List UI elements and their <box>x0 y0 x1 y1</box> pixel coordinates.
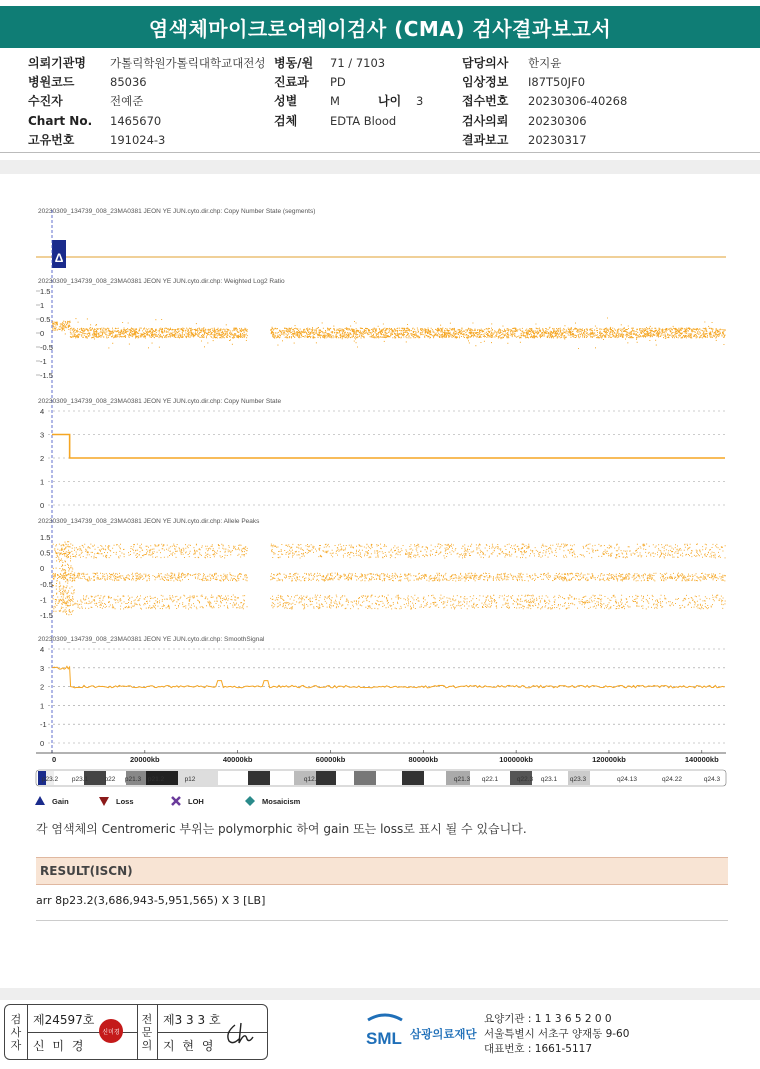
cma-chart <box>0 195 760 845</box>
smooth-tick-label: 0 <box>40 739 45 748</box>
info-value-v2b-2: 3 <box>416 94 424 108</box>
loh-legend-icon <box>172 797 180 805</box>
cn-tick-label: 0 <box>40 501 45 510</box>
info-label-k2-1: 진료과 <box>274 75 309 89</box>
cn-tick-label: 3 <box>40 430 45 440</box>
specialist-number: 제3 3 3 호 <box>163 1013 221 1027</box>
mosaicism-legend-icon <box>245 796 255 806</box>
panel-title-cn: 20230309_134739_008_23MA0381 JEON YE JUN.cyto.dir.chp: Copy Number State <box>38 398 282 405</box>
section-band <box>0 160 760 174</box>
legend-label: Loss <box>116 797 134 806</box>
loss-legend-icon <box>99 797 109 806</box>
x-tick-label: 80000kb <box>408 755 439 764</box>
info-value-v3-1: I87T50JF0 <box>528 75 586 89</box>
legend-label: Mosaicism <box>262 797 301 806</box>
ideogram-band <box>218 771 248 785</box>
cn-tick-label: 2 <box>40 454 45 463</box>
examiner-label: 검사자 <box>10 1013 22 1052</box>
allele-tick-label: 1.5 <box>40 533 51 542</box>
info-value-v3-2: 20230306-40268 <box>528 94 628 108</box>
logo-text: SML <box>366 1029 402 1048</box>
examiner-number: 제24597호 <box>33 1013 95 1027</box>
log2-tick-label: 1.5 <box>40 287 51 296</box>
result-heading: RESULT(ISCN) <box>36 857 728 885</box>
smooth-signal <box>52 666 725 687</box>
allele-tick-label: -1 <box>40 595 47 605</box>
ideogram-band <box>402 771 424 785</box>
band-label: q22.3 <box>516 776 534 783</box>
footer-band <box>0 988 760 1000</box>
band-label: q22.1 <box>481 776 499 783</box>
ideogram-band <box>270 771 294 785</box>
info-value-v1-1: 85036 <box>110 75 147 89</box>
info-label-k2-3: 검체 <box>274 114 298 128</box>
cn-signal <box>52 435 725 459</box>
band-label: q24.22 <box>662 776 682 783</box>
ideogram-band <box>376 771 402 785</box>
specialist-signature <box>223 1019 263 1049</box>
band-label: q24.13 <box>617 776 637 783</box>
band-label: q12.1 <box>303 776 321 783</box>
band-label: p21.3 <box>124 776 142 783</box>
log2-tick-label: 0 <box>40 329 45 338</box>
examiner-name: 신 미 경 <box>33 1039 86 1053</box>
info-value-v1-2: 전예준 <box>110 94 144 108</box>
info-label-k1-4: 고유번호 <box>28 133 75 147</box>
divider <box>36 920 728 921</box>
info-label-k1-1: 병원코드 <box>28 75 75 89</box>
info-label-k3-2: 접수번호 <box>462 94 509 108</box>
info-label-k2-2: 성별 <box>274 94 298 108</box>
info-label-k1-2: 수진자 <box>28 94 63 108</box>
patient-info <box>0 54 760 154</box>
lab-info <box>484 1012 629 1057</box>
lab-phone: 대표번호 : 1661-5117 <box>484 1043 593 1055</box>
lab-code: 요양기관 : 1 1 3 6 5 2 0 0 <box>484 1013 612 1025</box>
log2-tick-label: -1 <box>40 357 47 366</box>
info-value-v3-3: 20230306 <box>528 114 587 128</box>
info-value-v2-1: PD <box>330 75 346 89</box>
info-label-k2b-2: 나이 <box>378 94 402 108</box>
lab-address: 서울특별시 서초구 양재동 9-60 <box>484 1028 630 1040</box>
gain-triangle-icon: Δ <box>54 251 64 265</box>
ideogram-band <box>590 771 618 785</box>
info-value-v3-4: 20230317 <box>528 133 587 147</box>
panel-title-smooth: 20230309_134739_008_23MA0381 JEON YE JUN.cyto.dir.chp: SmoothSignal <box>38 636 265 643</box>
allele-gain-signal <box>53 542 76 615</box>
panel-title-allele: 20230309_134739_008_23MA0381 JEON YE JUN.cyto.dir.chp: Allele Peaks <box>38 518 260 525</box>
signature-box <box>4 1004 268 1060</box>
band-label: q24.3 <box>703 776 721 783</box>
band-label: p12 <box>184 776 196 783</box>
smooth-tick-label: -1 <box>40 720 47 730</box>
cn-tick-label: 4 <box>40 407 45 416</box>
info-label-k3-1: 임상정보 <box>462 75 509 89</box>
log2-tick-label: -0.5 <box>40 343 53 352</box>
specialist-name: 지 현 영 <box>163 1039 216 1053</box>
info-value-v2-0: 71 / 7103 <box>330 56 386 70</box>
info-label-k3-4: 결과보고 <box>462 133 509 147</box>
info-label-k3-3: 검사의뢰 <box>462 114 509 128</box>
x-tick-label: 140000kb <box>684 755 719 764</box>
band-label: p21.2 <box>147 776 165 783</box>
examiner-seal: 신미경 <box>99 1019 123 1043</box>
band-label: q23.1 <box>540 776 558 783</box>
band-label: q23.3 <box>569 776 587 783</box>
sml-logo-icon <box>364 1012 406 1048</box>
gain-legend-icon <box>35 796 45 805</box>
info-label-k3-0: 담당의사 <box>462 56 509 70</box>
band-label: p22 <box>104 776 116 783</box>
log2-tick-label: 1 <box>40 301 45 310</box>
log2-tick-label: 0.5 <box>40 315 51 324</box>
log2-signal <box>52 318 726 349</box>
ideogram-band <box>354 771 376 785</box>
info-label-k1-0: 의뢰기관명 <box>28 56 86 70</box>
divider <box>0 152 760 153</box>
smooth-tick-label: 1 <box>40 701 45 711</box>
allele-tick-label: 0.5 <box>40 548 51 558</box>
result-iscn: arr 8p23.2(3,686,943-5,951,565) X 3 [LB] <box>36 894 266 907</box>
info-value-v1-3: 1465670 <box>110 114 162 128</box>
smooth-tick-label: 4 <box>40 645 45 654</box>
report-title: 염색체마이크로어레이검사 (CMA) 검사결과보고서 <box>0 6 760 48</box>
allele-tick-label: -0.5 <box>40 579 53 589</box>
allele-tick-label: -1.5 <box>40 611 53 620</box>
allele-tick-label: 0 <box>40 564 45 574</box>
specialist-label: 전문의 <box>141 1013 153 1052</box>
panel-title-segments: 20230309_134739_008_23MA0381 JEON YE JUN.cyto.dir.chp: Copy Number State (segments) <box>38 208 316 215</box>
cn-tick-label: 1 <box>40 477 45 487</box>
x-tick-label: 0 <box>52 755 57 764</box>
x-tick-label: 20000kb <box>130 755 160 764</box>
info-label-k1-3: Chart No. <box>28 114 93 128</box>
x-tick-label: 40000kb <box>222 755 253 764</box>
legend-label: Gain <box>52 797 69 806</box>
info-value-v2-2: M <box>330 94 340 108</box>
band-label: p23.1 <box>71 776 89 783</box>
x-tick-label: 60000kb <box>315 755 346 764</box>
info-value-v2-3: EDTA Blood <box>330 114 397 128</box>
band-label: q21.3 <box>453 776 471 783</box>
log2-tick-label: -1.5 <box>40 371 53 380</box>
ideogram-band <box>248 771 270 785</box>
x-tick-label: 120000kb <box>592 755 626 764</box>
smooth-tick-label: 3 <box>40 663 45 673</box>
info-value-v1-4: 191024-3 <box>110 133 166 147</box>
ideogram-band <box>336 771 354 785</box>
smooth-tick-label: 2 <box>40 682 45 692</box>
panel-title-log2: 20230309_134739_008_23MA0381 JEON YE JUN.cyto.dir.chp: Weighted Log2 Ratio <box>38 278 285 285</box>
lab-name: 삼광의료재단 <box>410 1027 477 1041</box>
x-tick-label: 100000kb <box>499 755 534 764</box>
centromere-note: 각 염색체의 Centromeric 부위는 polymorphic 하여 gain 또는 loss로 표시 될 수 있습니다. <box>36 822 527 836</box>
legend-label: LOH <box>188 797 204 806</box>
info-value-v1-0: 가톨릭학원가톨릭대학교대전성 <box>110 56 266 70</box>
band-label: p23.2 <box>41 776 59 783</box>
ideogram-band <box>424 771 446 785</box>
info-value-v3-0: 한지윤 <box>528 56 562 70</box>
info-label-k2-0: 병동/원 <box>274 56 314 70</box>
allele-signal <box>52 544 726 609</box>
